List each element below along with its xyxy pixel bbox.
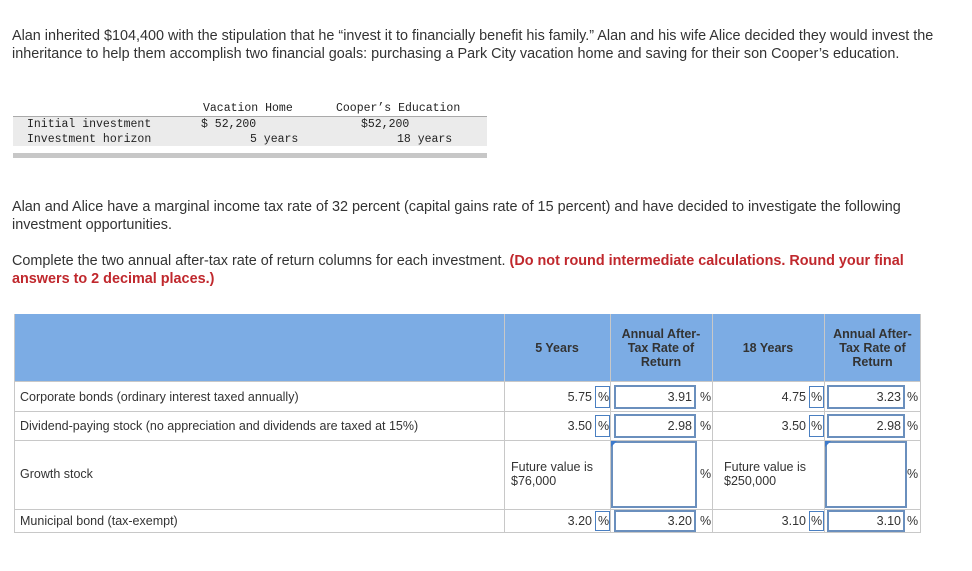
row-label-corporate-bonds: Corporate bonds (ordinary interest taxed annually) [20,390,299,404]
percent-sign: % [700,467,712,481]
investment-grid [14,314,921,533]
education-horizon: 18 years [397,133,453,146]
grid-line [14,509,921,510]
row-label-municipal-bond: Municipal bond (tax-exempt) [20,514,178,528]
percent-sign: % [700,419,712,433]
growth-after-tax-5-input[interactable] [611,441,697,508]
dividend-18yr-rate: 3.50 [781,419,806,433]
grid-line [14,381,921,382]
intro-paragraph: Alan inherited $104,400 with the stipulation that he “invest it to financially benefit his family.” Alan and his wife Alice decided they would invest the inheritance to help them accomplish two financial goals: purchasing a Park City vacation home and saving for their son Cooper’s education. [12,28,934,62]
grid-line [14,532,921,533]
grid-line [14,440,921,441]
percent-sign: % [598,419,610,433]
vacation-initial: $ 52,200 [201,118,257,131]
dividend-5yr-rate: 3.50 [567,419,592,433]
header-5-years: 5 Years [535,340,579,355]
growth-future-value-18: Future value is $250,000 [724,460,806,488]
row-label-horizon: Investment horizon [27,133,152,146]
percent-sign: % [907,514,919,528]
input-marker-icon [611,441,617,447]
municipal-5yr-rate: 3.20 [567,514,592,528]
instructions-text: Complete the two annual after-tax rate of return columns for each investment. [12,253,506,269]
percent-sign: % [907,390,919,404]
percent-sign: % [907,419,919,433]
municipal-after-tax-5-value: 3.20 [667,514,692,528]
table-bottom-rule [13,153,487,158]
municipal-after-tax-18-value: 3.10 [876,514,901,528]
grid-line [14,411,921,412]
percent-sign: % [700,390,712,404]
vacation-horizon: 5 years [250,133,299,146]
header-after-tax-18: Annual After-Tax Rate of Return [833,326,912,369]
corporate-after-tax-5-value: 3.91 [667,390,692,404]
education-initial: $52,200 [361,118,410,131]
corporate-18yr-rate: 4.75 [781,390,806,404]
input-marker-icon [825,441,831,447]
header-18-years: 18 Years [742,340,794,355]
corporate-after-tax-18-value: 3.23 [876,390,901,404]
municipal-18yr-rate: 3.10 [781,514,806,528]
dividend-after-tax-5-value: 2.98 [667,419,692,433]
percent-sign: % [907,467,919,481]
tax-rate-paragraph: Alan and Alice have a marginal income tax rate of 32 percent (capital gains rate of 15 percent) and have decided to investigate the following investment opportunities. [12,199,901,233]
grid-line [504,314,505,533]
percent-sign: % [598,390,610,404]
grid-line [920,314,921,533]
header-after-tax-5: Annual After-Tax Rate of Return [621,326,701,369]
percent-sign: % [811,514,823,528]
row-label-growth-stock: Growth stock [20,467,93,481]
dividend-after-tax-18-value: 2.98 [876,419,901,433]
grid-line [14,314,15,533]
percent-sign: % [598,514,610,528]
growth-future-value-5: Future value is $76,000 [511,460,593,488]
instructions-note: (Do not round intermediate calculations. Round your final answers to 2 decimal places.) [12,253,904,287]
instructions [12,252,947,288]
col-header-education: Cooper’s Education [336,102,461,115]
percent-sign: % [700,514,712,528]
row-label-dividend-stock: Dividend-paying stock (no appreciation and dividends are taxed at 15%) [20,419,419,433]
growth-after-tax-18-input[interactable] [825,441,907,508]
grid-line [712,314,713,533]
percent-sign: % [811,390,823,404]
row-label-initial: Initial investment [27,118,152,131]
percent-sign: % [811,419,823,433]
corporate-5yr-rate: 5.75 [567,390,592,404]
col-header-vacation: Vacation Home [203,102,293,115]
